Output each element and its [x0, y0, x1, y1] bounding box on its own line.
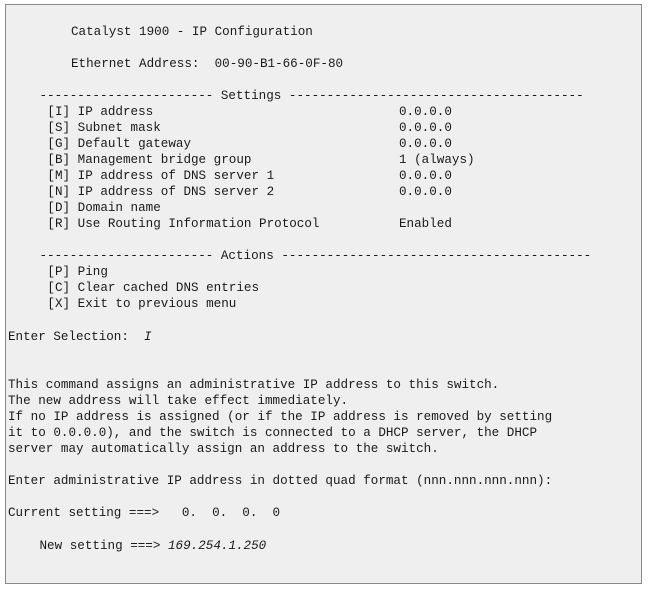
help-text-line: If no IP address is assigned (or if the IP address is removed by setting	[8, 410, 553, 424]
menu-item-default-gateway[interactable]	[8, 136, 191, 152]
page-title: Catalyst 1900 - IP Configuration	[71, 25, 313, 39]
terminal-window[interactable]	[5, 4, 642, 584]
menu-label: Domain name	[77, 201, 161, 215]
menu-label: IP address of DNS server 2	[77, 185, 275, 199]
menu-item-ip-address[interactable]	[8, 104, 153, 120]
new-setting-label: New setting ===>	[39, 539, 161, 553]
selection-prompt: Enter Selection:	[8, 330, 129, 344]
ethernet-address-value: 00-90-B1-66-0F-80	[214, 57, 344, 71]
menu-key: [D]	[47, 201, 71, 215]
setting-value-routing-information-protocol: Enabled	[399, 217, 452, 231]
menu-item-clear-dns-cache[interactable]	[8, 280, 259, 296]
menu-label: Management bridge group	[77, 153, 252, 167]
menu-item-exit[interactable]	[8, 296, 236, 312]
menu-key: [C]	[47, 281, 71, 295]
setting-value-default-gateway: 0.0.0.0	[399, 137, 452, 151]
menu-key: [R]	[47, 217, 71, 231]
menu-key: [G]	[47, 137, 71, 151]
menu-label: Exit to previous menu	[77, 297, 237, 311]
ethernet-address-label: Ethernet Address:	[71, 57, 200, 71]
new-setting-row	[8, 538, 266, 554]
menu-label: Clear cached DNS entries	[77, 281, 260, 295]
menu-item-dns-server-2[interactable]	[8, 184, 274, 200]
actions-header: ----------------------- Actions -----------------------------------------	[39, 249, 592, 263]
selection-input[interactable]: I	[144, 330, 152, 344]
menu-label: IP address	[77, 105, 154, 119]
menu-key: [X]	[47, 297, 71, 311]
menu-item-routing-information-protocol[interactable]	[8, 216, 319, 232]
menu-item-dns-server-1[interactable]	[8, 168, 274, 184]
setting-value-management-bridge-group: 1 (always)	[399, 153, 475, 167]
setting-value-dns-server-2: 0.0.0.0	[399, 185, 452, 199]
menu-key: [M]	[47, 169, 71, 183]
menu-label: Use Routing Information Protocol	[77, 217, 320, 231]
menu-label: Default gateway	[77, 137, 192, 151]
menu-item-domain-name[interactable]	[8, 200, 161, 216]
help-text-line: it to 0.0.0.0), and the switch is connected to a DHCP server, the DHCP	[8, 426, 538, 440]
current-setting-row	[8, 505, 280, 521]
current-setting-label: Current setting ===>	[8, 506, 160, 520]
current-setting-value: 0. 0. 0. 0	[181, 506, 281, 520]
new-setting-input[interactable]: 169.254.1.250	[167, 539, 267, 553]
help-text-line: This command assigns an administrative IP address to this switch.	[8, 378, 500, 392]
menu-key: [I]	[47, 105, 71, 119]
setting-value-subnet-mask: 0.0.0.0	[399, 121, 452, 135]
settings-header: ----------------------- Settings ---------------------------------------	[39, 89, 584, 103]
selection-row	[8, 329, 152, 345]
menu-item-subnet-mask[interactable]	[8, 120, 161, 136]
ip-entry-prompt: Enter administrative IP address in dotted quad format (nnn.nnn.nnn.nnn):	[8, 474, 553, 488]
menu-key: [S]	[47, 121, 71, 135]
menu-item-ping[interactable]	[8, 264, 108, 280]
menu-key: [P]	[47, 265, 71, 279]
menu-item-management-bridge-group[interactable]	[8, 152, 251, 168]
setting-value-dns-server-1: 0.0.0.0	[399, 169, 452, 183]
menu-label: Ping	[77, 265, 108, 279]
help-text-line: server may automatically assign an address to the switch.	[8, 442, 439, 456]
help-text-line: The new address will take effect immediately.	[8, 394, 349, 408]
menu-key: [N]	[47, 185, 71, 199]
setting-value-ip-address: 0.0.0.0	[399, 105, 452, 119]
ethernet-address-row	[8, 56, 343, 72]
menu-label: Subnet mask	[77, 121, 161, 135]
menu-key: [B]	[47, 153, 71, 167]
menu-label: IP address of DNS server 1	[77, 169, 275, 183]
